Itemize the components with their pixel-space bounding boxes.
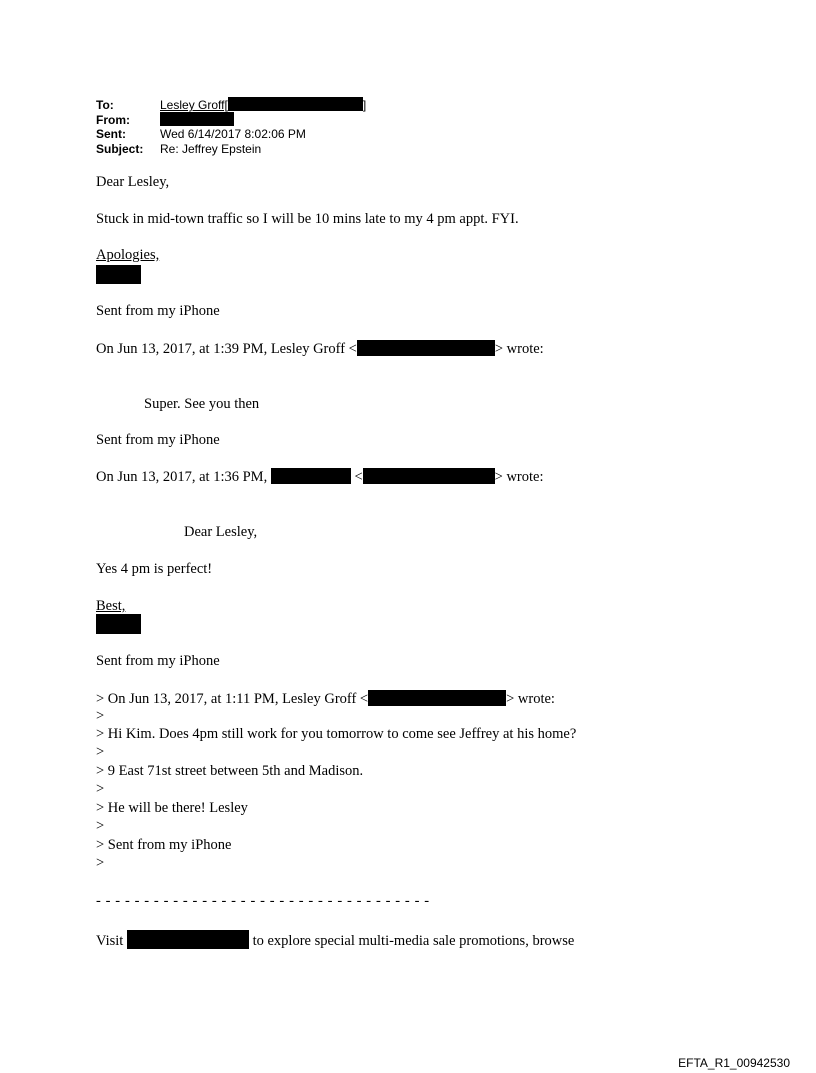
message-text: Stuck in mid-town traffic so I will be 10 mins late to my 4 pm appt. FYI.: [96, 211, 519, 227]
header-sent-row: [96, 127, 306, 141]
redaction-block: [368, 690, 506, 706]
quote3-line: >: [96, 781, 105, 797]
quote3-line: >: [96, 818, 105, 834]
quote2-intro-wrote: > wrote:: [494, 469, 544, 485]
quote3-line: >: [96, 855, 105, 871]
quote3-line: > 9 East 71st street between 5th and Madison.: [96, 763, 364, 779]
visit-text-rest: to explore special multi-media sale promotions, browse: [252, 933, 575, 949]
quote2-intro-text: On Jun 13, 2017, at 1:36 PM,: [96, 469, 268, 485]
greeting: Dear Lesley,: [96, 174, 170, 190]
to-close-bracket: ]: [362, 98, 367, 112]
sent-from-iphone: Sent from my iPhone: [96, 303, 220, 319]
document-id: EFTA_R1_00942530: [678, 1056, 790, 1070]
quote3-intro-wrote: > wrote:: [506, 691, 555, 707]
quote3-line: > Sent from my iPhone: [96, 837, 232, 853]
quote2-intro: [96, 468, 544, 486]
quote3-intro: [96, 690, 555, 708]
header-from-row: [96, 112, 234, 127]
header-subject-row: [96, 142, 261, 156]
to-label: To:: [96, 98, 114, 112]
redaction-block: [228, 97, 363, 111]
sent-value: Wed 6/14/2017 8:02:06 PM: [160, 127, 306, 141]
visit-text: Visit: [96, 933, 124, 949]
quote2-text: Yes 4 pm is perfect!: [96, 561, 213, 577]
subject-label: Subject:: [96, 142, 144, 156]
subject-value: Re: Jeffrey Epstein: [160, 142, 262, 156]
redaction-block: [363, 468, 495, 484]
quote2-signoff: Best,: [96, 598, 126, 614]
quote3-intro-text: > On Jun 13, 2017, at 1:11 PM, Lesley Groff <: [96, 691, 369, 707]
divider: - - - - - - - - - - - - - - - - - - - - - - - - - - - - - - - - - - -: [96, 893, 430, 909]
quote3-line: >: [96, 744, 105, 760]
redaction-block: [96, 265, 141, 284]
redaction-block: [160, 112, 234, 126]
quote1-text: Super. See you then: [144, 396, 260, 412]
sent-from-iphone: Sent from my iPhone: [96, 653, 220, 669]
from-label: From:: [96, 113, 130, 127]
quote2-greeting: Dear Lesley,: [184, 524, 258, 540]
redaction-block: [271, 468, 351, 484]
quote2-intro-lt: <: [354, 469, 363, 485]
signoff: Apologies,: [96, 247, 160, 263]
quote3-line: >: [96, 708, 105, 724]
redaction-block: [127, 930, 249, 949]
redaction-block: [96, 614, 141, 634]
sent-from-iphone: Sent from my iPhone: [96, 432, 220, 448]
visit-line: [96, 930, 574, 950]
quote3-line: > He will be there! Lesley: [96, 800, 248, 816]
sent-label: Sent:: [96, 127, 126, 141]
quote1-intro: [96, 340, 544, 358]
header-to-row: [96, 97, 366, 112]
quote3-line: > Hi Kim. Does 4pm still work for you tomorrow to come see Jeffrey at his home?: [96, 726, 577, 742]
to-value: Lesley Groff[: [160, 98, 228, 112]
redaction-block: [357, 340, 495, 356]
quote1-intro-text: On Jun 13, 2017, at 1:39 PM, Lesley Groff <: [96, 341, 357, 357]
quote1-intro-wrote: > wrote:: [494, 341, 544, 357]
